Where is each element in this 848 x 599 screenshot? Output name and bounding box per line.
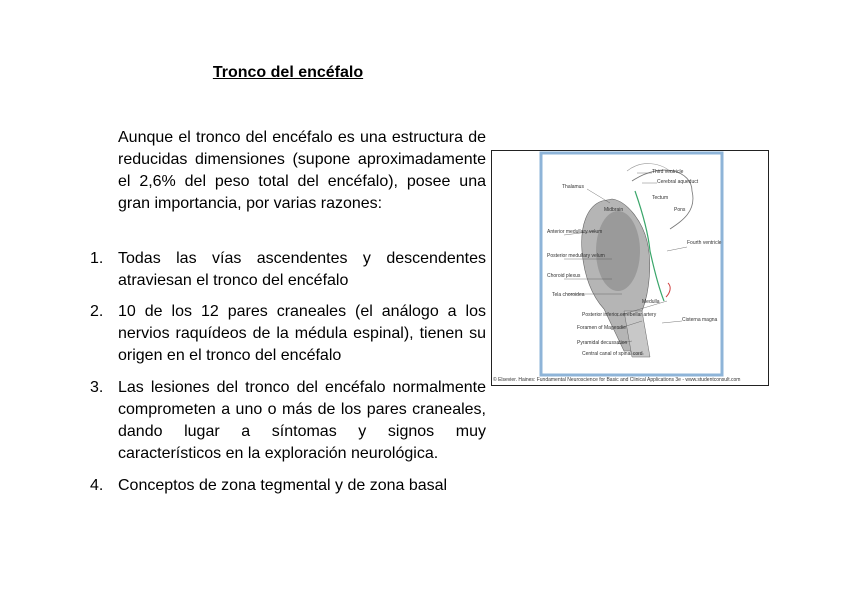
brainstem-figure (491, 150, 769, 386)
label-tela-choroidea: Tela choroidea (552, 292, 585, 298)
list-item (90, 301, 486, 367)
list-item-text: Las lesiones del tronco del encéfalo normalmente comprometen a uno o más de los pares craneales, dando lugar a síntomas y signos muy característicos en la exploración neurológica. (118, 379, 486, 462)
label-pyramidal-decussation: Pyramidal decussation (577, 340, 628, 346)
label-midbrain: Midbrain (604, 207, 624, 213)
label-cisterna-magna: Cisterna magna (682, 317, 718, 323)
list-item (90, 248, 486, 292)
list-item-text: Conceptos de zona tegmental y de zona basal (118, 477, 448, 494)
intro-paragraph: Aunque el tronco del encéfalo es una estructura de reducidas dimensiones (supone aproximadamente el 2,6% del peso total del encéfalo), posee una gran importancia, por varias razones: (118, 129, 486, 212)
brainstem-illustration (492, 151, 770, 377)
reasons-list (90, 248, 486, 497)
list-item (90, 475, 486, 497)
label-cerebral-aqueduct: Cerebral aqueduct (657, 179, 699, 185)
page-title: Tronco del encéfalo (212, 64, 364, 81)
list-item-number: 3. (90, 379, 104, 396)
list-item-number: 2. (90, 303, 104, 320)
label-choroid-plexus: Choroid plexus (547, 273, 581, 279)
list-item-text: 10 de los 12 pares craneales (el análogo a los nervios raquídeos de la médula espinal), tienen su origen en el tronco del encéfalo (118, 303, 486, 364)
label-posterior-medullary-velum: Posterior medullary velum (547, 253, 605, 259)
list-item-number: 1. (90, 250, 104, 267)
list-item-text: Todas las vías ascendentes y descendentes atraviesan el tronco del encéfalo (118, 250, 486, 289)
label-fourth-ventricle: Fourth ventricle (687, 240, 722, 246)
label-foramen-magendie: Foramen of Magendie (577, 325, 626, 331)
list-item-number: 4. (90, 477, 104, 494)
label-medulla: Medulla (642, 299, 660, 305)
figure-caption: © Elsevier. Haines: Fundamental Neuroscience for Basic and Clinical Applications 3e - www.studentconsult.com (493, 377, 741, 383)
label-tectum: Tectum (652, 195, 669, 201)
label-pons: Pons (674, 207, 686, 213)
label-anterior-medullary-velum: Anterior medullary velum (547, 229, 603, 235)
label-third-ventricle: Third ventricle (652, 169, 684, 175)
label-central-canal: Central canal of spinal cord (582, 351, 643, 357)
label-posterior-spinal-artery: Posterior inferior cerebellar artery (582, 312, 657, 318)
label-thalamus: Thalamus (562, 184, 584, 190)
list-item (90, 377, 486, 465)
